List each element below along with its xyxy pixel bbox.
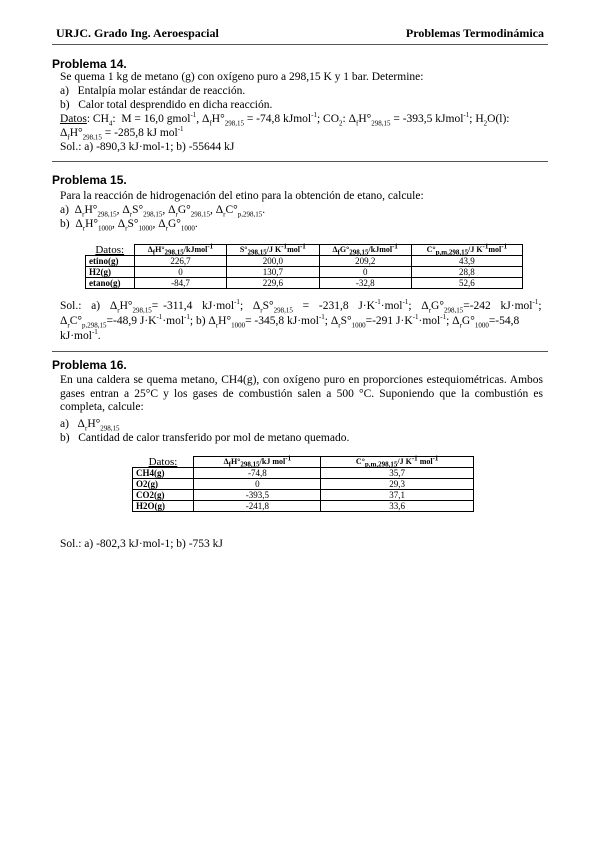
problem-15-item-a: a) $\Delta_rH^\circ_{298,15}$, $\Delta_rS^\circ_{298,15}$, $\Delta_rG^\circ_{298,15}$, $\Delta_rC^\circ_{p,298,15}$. xyxy=(60,204,266,219)
table-15-col-s: $S^\circ_{298,15}/J$ $K^{-1}mol^{-1}$ xyxy=(226,245,319,256)
table-cell: -393,5 xyxy=(194,490,321,501)
table-cell: 35,7 xyxy=(321,468,474,479)
problem-15-item-b: b) $\Delta_rH^\circ_{1000}$, $\Delta_rS^\circ_{1000}$, $\Delta_rG^\circ_{1000}$. xyxy=(60,218,198,233)
problem-15-solution-1: Sol.: a) $\Delta_rH^\circ_{298,15}= -311,4$ kJ·mol$^{-1}$; $\Delta_rS^\circ_{298,15} = -231,8$ $J\cdot K^{-1}\cdot mol^{-1}$; $\Delta_rG^\circ_{298,15}=-242$ kJ·mol$^{-1}$; xyxy=(60,298,542,315)
table-cell: 130,7 xyxy=(226,267,319,278)
table-row xyxy=(133,501,474,512)
problem-15-solution-3: kJ·mol$^{-1}$. xyxy=(60,328,101,342)
table-cell: 0 xyxy=(194,479,321,490)
table-cell: 43,9 xyxy=(411,256,522,267)
table-cell: 28,8 xyxy=(411,267,522,278)
table-cell: 0 xyxy=(134,267,226,278)
table-cell: 37,1 xyxy=(321,490,474,501)
page-header xyxy=(56,26,544,42)
problem-14-item-b: b) Calor total desprendido en dicha reacción. xyxy=(60,99,273,111)
problem-14-item-a-text: Entalpía molar estándar de reacción. xyxy=(77,85,246,97)
table-cell: -74,8 xyxy=(194,468,321,479)
table-cell-species: etano(g) xyxy=(86,278,135,289)
problem-14-title: Problema 14. xyxy=(52,57,127,71)
problem-16-data-table xyxy=(132,456,474,512)
problem-14-data: Datos: $CH_4$: M = 16,0 gmol$^{-1}$, $\Delta_fH^\circ_{298,15} = -74,8$ kJmol$^{-1}$; $CO_2$: $\Delta_fH^\circ_{298,15} = -393,5$ kJmol$^{-1}$; $H_2O(l)$: xyxy=(60,111,510,128)
table-16-col-dhf: $\Delta_fH^\circ_{298,15}/kJ$ mol$^{-1}$ xyxy=(194,457,321,468)
table-row xyxy=(133,490,474,501)
problem-14-intro: Se quema 1 kg de metano (g) con oxígeno puro a 298,15 K y 1 bar. Determine: xyxy=(60,71,424,83)
table-cell: 33,6 xyxy=(321,501,474,512)
problem-14-data-label: Datos xyxy=(60,113,87,125)
problem-15-title: Problema 15. xyxy=(52,173,127,187)
problem-16-item-b: b) Cantidad de calor transferido por mol de metano quemado. xyxy=(60,432,350,444)
table-cell: 29,3 xyxy=(321,479,474,490)
problem-15-solution-2: $\Delta_rC^\circ_{p,298,15}=-48,9$ $J\cdot K^{-1}\cdot mol^{-1}$; b) $\Delta_rH^\circ_{1000}= -345,8$ kJ·mol$^{-1}$; $\Delta_rS^\circ_{1000}=-291$ $J\cdot K^{-1}\cdot mol^{-1}$; $\Delta_rG^\circ_{1000}=-54,8$ xyxy=(60,313,520,330)
table-cell-species: O2(g) xyxy=(133,479,194,490)
problem-14-item-a: a) Entalpía molar estándar de reacción. xyxy=(60,85,246,97)
table-cell: 200,0 xyxy=(226,256,319,267)
table-row xyxy=(133,479,474,490)
problem-15-intro: Para la reacción de hidrogenación del etino para la obtención de etano, calcule: xyxy=(60,190,424,202)
table-cell: -84,7 xyxy=(134,278,226,289)
problem-14-solution: Sol.: a) -890,3 kJ·mol-1; b) -55644 kJ xyxy=(60,141,235,153)
problem-16-intro: En una caldera se quema metano, CH4(g), con oxígeno puro en proporciones estequiométricas. Ambos gases entran a 25°C y los gases de combustión salen a 500 °C. Suponiendo que la combustión es completa, calcule: xyxy=(60,374,543,413)
header-rule xyxy=(52,44,548,45)
table-cell-species: H2O(g) xyxy=(133,501,194,512)
table-cell-species: etino(g) xyxy=(86,256,135,267)
problem-16-title: Problema 16. xyxy=(52,358,127,372)
table-row xyxy=(86,267,523,278)
problem-16-item-a: a) $\Delta_rH^\circ_{298,15}$ xyxy=(60,418,120,433)
problem-16-solution: Sol.: a) -802,3 kJ·mol-1; b) -753 kJ xyxy=(60,538,223,550)
table-cell: 226,7 xyxy=(134,256,226,267)
table-cell: -241,8 xyxy=(194,501,321,512)
divider-15-16 xyxy=(52,351,548,352)
table-cell: -32,8 xyxy=(319,278,411,289)
table-row xyxy=(86,256,523,267)
table-cell: 0 xyxy=(319,267,411,278)
header-subject: Problemas Termodinámica xyxy=(405,26,544,40)
divider-14-15 xyxy=(52,161,548,162)
problem-16-item-b-text: Cantidad de calor transferido por mol de metano quemado. xyxy=(78,432,350,444)
table-15-header-label: Datos: xyxy=(86,245,135,256)
table-16-col-cp: $C^\circ_{p,m,298,15}/J$ $K^{-1}$ mol$^{-1}$ xyxy=(321,457,474,468)
problem-15-data-table xyxy=(85,244,523,289)
table-cell-species: CO2(g) xyxy=(133,490,194,501)
table-cell-species: CH4(g) xyxy=(133,468,194,479)
table-cell: 229,6 xyxy=(226,278,319,289)
table-row xyxy=(86,278,523,289)
table-cell: 52,6 xyxy=(411,278,522,289)
table-15-col-cp: $C^\circ_{p,m,298,15}/J$ $K^{-1}mol^{-1}$ xyxy=(411,245,522,256)
table-cell: 209,2 xyxy=(319,256,411,267)
table-16-header-label: Datos: xyxy=(133,457,194,468)
problem-14-item-b-text: Calor total desprendido en dicha reacción. xyxy=(78,99,273,111)
problem-14-data-cont: $\Delta_fH^\circ_{298,15} = -285,8$ kJ mol$^{-1}$ xyxy=(60,125,184,142)
table-15-col-dhf: $\Delta_fH^\circ_{298,15}/kJmol^{-1}$ xyxy=(134,245,226,256)
table-15-col-dgf: $\Delta_fG^\circ_{298,15}/kJmol^{-1}$ xyxy=(319,245,411,256)
table-row xyxy=(133,468,474,479)
header-course: URJC. Grado Ing. Aeroespacial xyxy=(56,26,219,40)
table-cell-species: H2(g) xyxy=(86,267,135,278)
